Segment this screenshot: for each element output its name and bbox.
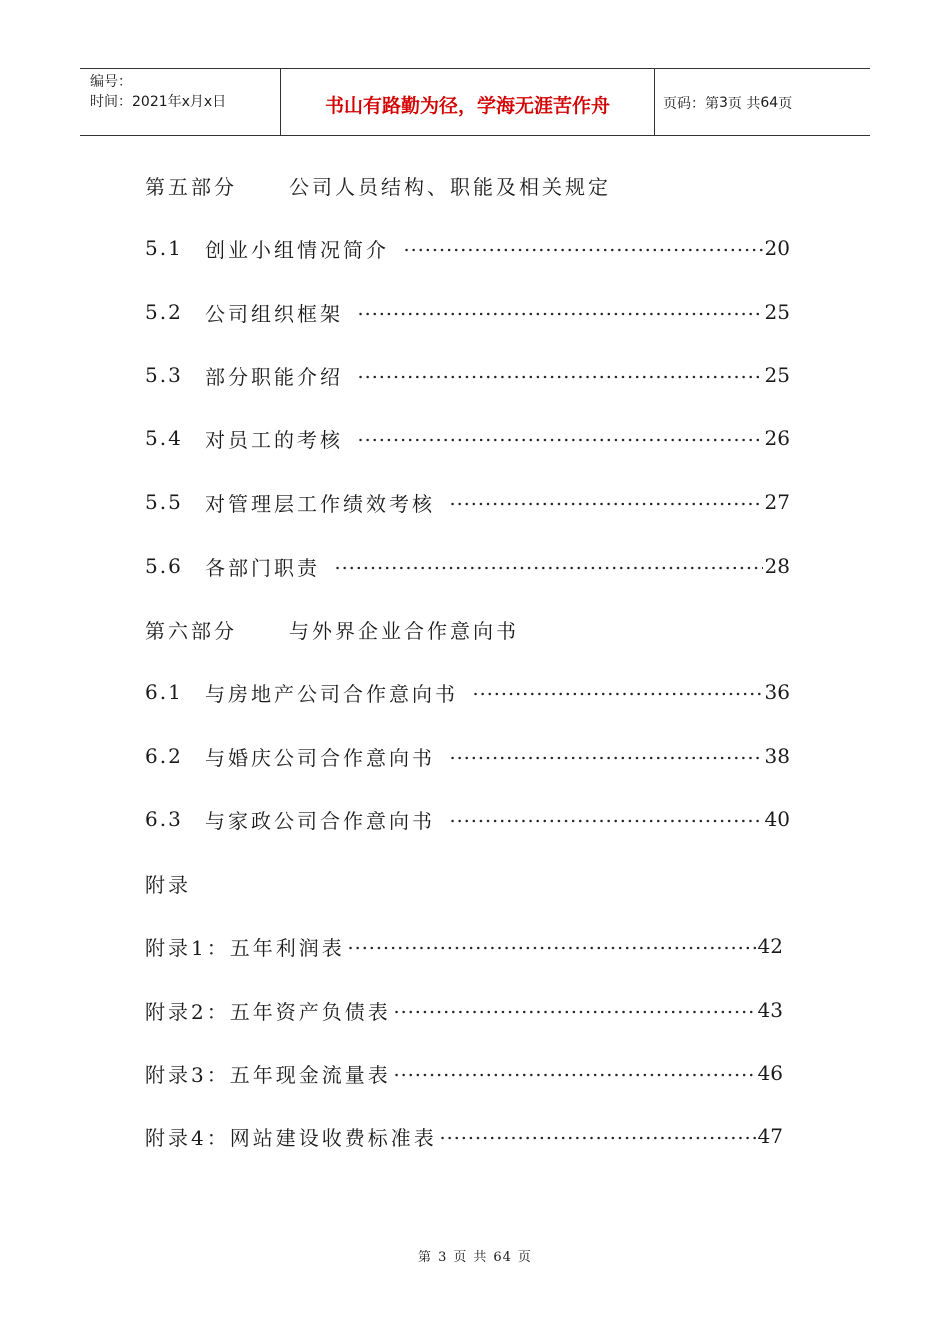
part-label: 第五部分 bbox=[145, 174, 237, 199]
dot-leader bbox=[393, 1010, 756, 1014]
dot-leader bbox=[449, 502, 763, 506]
entry-page: 47 bbox=[757, 1124, 783, 1148]
entry-page: 42 bbox=[757, 934, 783, 958]
dot-leader bbox=[439, 1136, 756, 1140]
page-current: 3 bbox=[719, 95, 728, 111]
dot-leader bbox=[449, 756, 763, 760]
toc-entry[interactable] bbox=[145, 551, 790, 581]
toc-entry[interactable] bbox=[145, 677, 790, 707]
toc-entry[interactable] bbox=[145, 931, 783, 961]
entry-title: 公司组织框架 bbox=[205, 301, 343, 326]
entry-number: 5.3 bbox=[145, 363, 183, 387]
part-title: 与外界企业合作意向书 bbox=[289, 618, 519, 643]
footer-p3: 共 bbox=[473, 1250, 488, 1265]
toc-entry[interactable] bbox=[145, 804, 790, 834]
entry-page: 40 bbox=[764, 807, 790, 831]
toc-entry[interactable] bbox=[145, 487, 790, 517]
page-mid: 页 共 bbox=[727, 96, 761, 112]
entry-title: 与房地产公司合作意向书 bbox=[205, 681, 458, 706]
entry-number: 5.5 bbox=[145, 490, 183, 514]
page-footer bbox=[0, 1246, 950, 1265]
toc-entry[interactable] bbox=[145, 1121, 783, 1151]
dot-leader bbox=[357, 312, 763, 316]
entry-page: 20 bbox=[764, 236, 790, 260]
entry-number: 6.2 bbox=[145, 744, 183, 768]
dot-leader bbox=[334, 566, 763, 570]
entry-title: 部分职能介绍 bbox=[205, 364, 343, 389]
dot-leader bbox=[357, 438, 763, 442]
entry-title: 附录2：五年资产负债表 bbox=[145, 999, 391, 1024]
entry-number: 6.1 bbox=[145, 680, 183, 704]
footer-total: 64 bbox=[493, 1250, 512, 1265]
toc-entry[interactable] bbox=[145, 423, 790, 453]
entry-title: 附录1：五年利润表 bbox=[145, 935, 345, 960]
entry-page: 27 bbox=[764, 490, 790, 514]
dot-leader bbox=[403, 248, 763, 252]
footer-current: 3 bbox=[438, 1250, 448, 1265]
page-end: 页 bbox=[778, 96, 793, 112]
entry-title: 附录3：五年现金流量表 bbox=[145, 1062, 391, 1087]
entry-page: 25 bbox=[764, 363, 790, 387]
entry-title: 各部门职责 bbox=[205, 555, 320, 580]
header-motto: 书山有路勤为径，学海无涯苦作舟 bbox=[281, 69, 655, 135]
toc-entry[interactable] bbox=[145, 1058, 783, 1088]
entry-title: 与家政公司合作意向书 bbox=[205, 808, 435, 833]
entry-page: 38 bbox=[764, 744, 790, 768]
entry-number: 5.6 bbox=[145, 554, 183, 578]
dot-leader bbox=[357, 375, 763, 379]
dot-leader bbox=[472, 692, 763, 696]
entry-title: 与婚庆公司合作意向书 bbox=[205, 745, 435, 770]
entry-title: 创业小组情况简介 bbox=[205, 237, 389, 262]
entry-page: 25 bbox=[764, 300, 790, 324]
page-label: 页码：第 bbox=[663, 96, 719, 112]
toc-entry[interactable] bbox=[145, 360, 790, 390]
part-title: 公司人员结构、职能及相关规定 bbox=[289, 174, 611, 199]
entry-page: 43 bbox=[757, 998, 783, 1022]
number-label: 编号： bbox=[90, 74, 132, 90]
toc-part-heading bbox=[145, 614, 519, 644]
part-label: 第六部分 bbox=[145, 618, 237, 643]
entry-title: 对员工的考核 bbox=[205, 427, 343, 452]
footer-p2: 页 bbox=[453, 1250, 468, 1265]
toc-entry[interactable] bbox=[145, 233, 790, 263]
toc-part-heading bbox=[145, 170, 611, 200]
entry-number: 5.4 bbox=[145, 426, 183, 450]
toc-entry[interactable] bbox=[145, 995, 783, 1025]
entry-page: 28 bbox=[764, 554, 790, 578]
toc-appendix-heading bbox=[145, 868, 191, 898]
toc-entry[interactable] bbox=[145, 297, 790, 327]
entry-number: 5.1 bbox=[145, 236, 183, 260]
entry-title: 附录4：网站建设收费标准表 bbox=[145, 1125, 437, 1150]
footer-p4: 页 bbox=[517, 1250, 532, 1265]
page-total: 64 bbox=[760, 95, 779, 111]
dot-leader bbox=[393, 1073, 756, 1077]
appendix-label: 附录 bbox=[145, 872, 191, 897]
footer-p1: 第 bbox=[418, 1250, 433, 1265]
dot-leader bbox=[347, 946, 756, 950]
dot-leader bbox=[449, 819, 763, 823]
toc-entry[interactable] bbox=[145, 741, 790, 771]
entry-number: 6.3 bbox=[145, 807, 183, 831]
entry-page: 36 bbox=[764, 680, 790, 704]
entry-page: 46 bbox=[757, 1061, 783, 1085]
entry-number: 5.2 bbox=[145, 300, 183, 324]
entry-page: 26 bbox=[764, 426, 790, 450]
date-label: 时间：2021年x月x日 bbox=[90, 94, 227, 110]
entry-title: 对管理层工作绩效考核 bbox=[205, 491, 435, 516]
